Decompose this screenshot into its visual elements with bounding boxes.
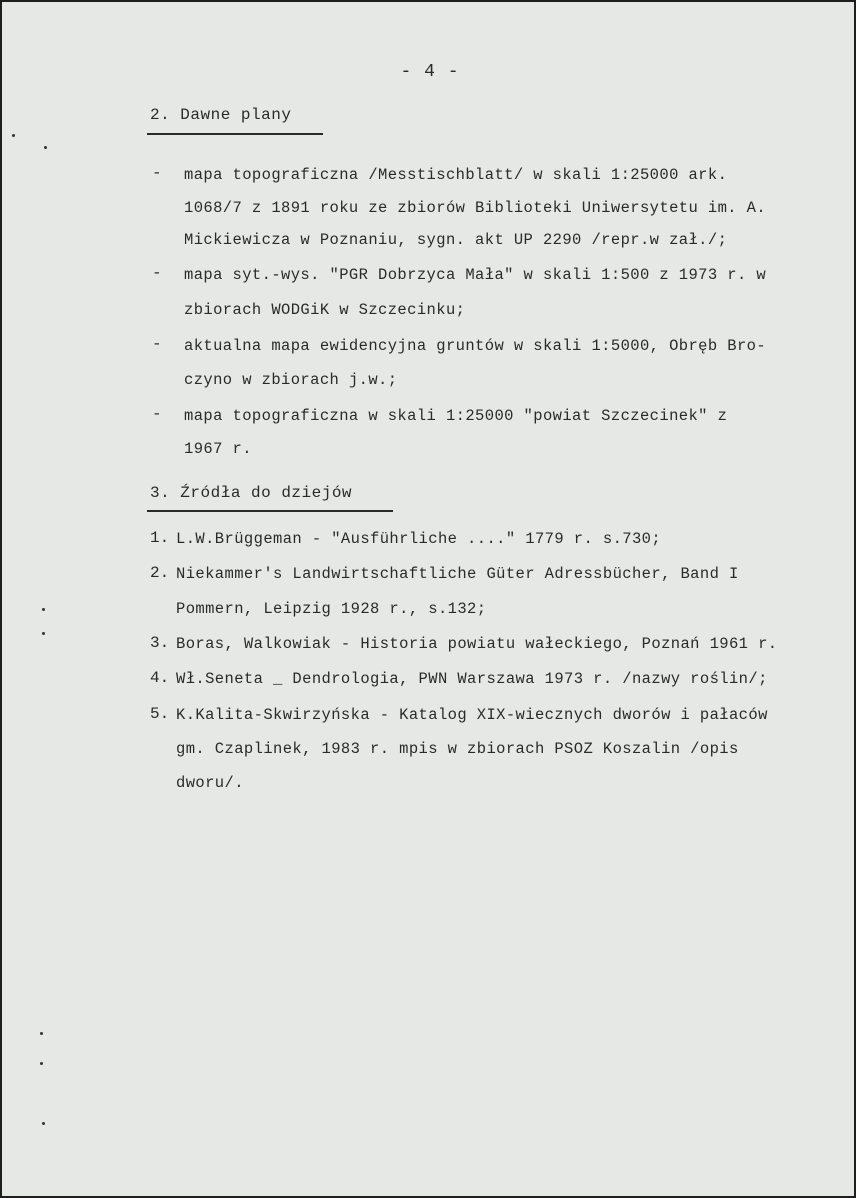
page-number: - 4 - bbox=[400, 62, 460, 82]
list-marker: - bbox=[152, 264, 162, 282]
scan-speck bbox=[12, 134, 15, 137]
list-item-line: L.W.Brüggeman - "Ausführliche ...." 1779 r. s.730; bbox=[176, 530, 662, 548]
list-item-line: Mickiewicza w Poznaniu, sygn. akt UP 2290 /repr.w zał./; bbox=[184, 231, 728, 249]
section-3-underline bbox=[147, 510, 393, 512]
list-item-line: Niekammer's Landwirtschaftliche Güter Adressbücher, Band I bbox=[176, 565, 739, 583]
list-item-line: czyno w zbiorach j.w.; bbox=[184, 371, 398, 389]
list-item-line: K.Kalita-Skwirzyńska - Katalog XIX-wiecznych dworów i pałaców bbox=[176, 706, 768, 724]
list-number: 5. bbox=[150, 705, 170, 723]
list-number: 2. bbox=[150, 564, 170, 582]
section-3-heading: 3. Źródła do dziejów bbox=[150, 484, 353, 502]
list-item-line: 1068/7 z 1891 roku ze zbiorów Biblioteki Uniwersytetu im. A. bbox=[184, 199, 767, 217]
list-item-line: mapa topograficzna w skali 1:25000 "powiat Szczecinek" z bbox=[184, 407, 728, 425]
list-item-line: dworu/. bbox=[176, 774, 244, 792]
list-number: 3. bbox=[150, 634, 170, 652]
list-number: 4. bbox=[150, 669, 170, 687]
list-item-line: mapa topograficzna /Messtischblatt/ w skali 1:25000 ark. bbox=[184, 166, 728, 184]
list-marker: - bbox=[152, 405, 162, 423]
list-item-line: Boras, Walkowiak - Historia powiatu wałeckiego, Poznań 1961 r. bbox=[176, 635, 778, 653]
list-item-line: mapa syt.-wys. "PGR Dobrzyca Mała" w skali 1:500 z 1973 r. w bbox=[184, 266, 767, 284]
list-item-line: Pommern, Leipzig 1928 r., s.132; bbox=[176, 600, 487, 618]
scan-speck bbox=[40, 1062, 43, 1065]
scan-speck bbox=[42, 632, 45, 635]
scan-speck bbox=[40, 1032, 43, 1035]
list-marker: - bbox=[152, 164, 162, 182]
list-item-line: Wł.Seneta _ Dendrologia, PWN Warszawa 1973 r. /nazwy roślin/; bbox=[176, 670, 768, 688]
list-item-line: zbiorach WODGiK w Szczecinku; bbox=[184, 301, 466, 319]
list-item-line: gm. Czaplinek, 1983 r. mpis w zbiorach PSOZ Koszalin /opis bbox=[176, 740, 739, 758]
scan-speck bbox=[42, 608, 45, 611]
scan-speck bbox=[42, 1122, 45, 1125]
section-2-underline bbox=[147, 133, 323, 135]
list-item-line: 1967 r. bbox=[184, 440, 252, 458]
section-2-heading: 2. Dawne plany bbox=[150, 106, 292, 124]
list-marker: - bbox=[152, 335, 162, 353]
list-item-line: aktualna mapa ewidencyjna gruntów w skali 1:5000, Obręb Bro- bbox=[184, 337, 767, 355]
scan-speck bbox=[44, 146, 47, 149]
list-number: 1. bbox=[150, 529, 170, 547]
